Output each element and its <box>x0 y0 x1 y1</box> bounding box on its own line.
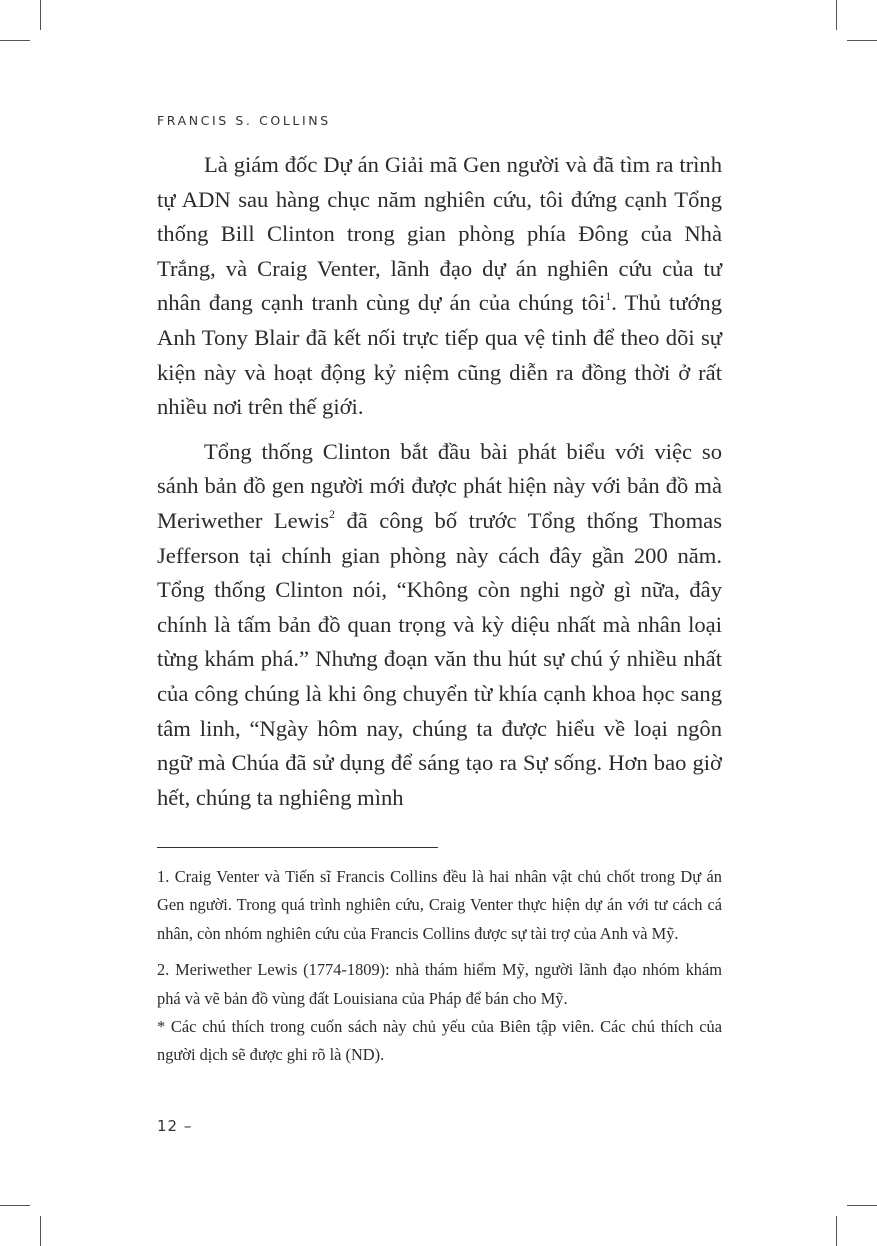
running-head: FRANCIS S. COLLINS <box>157 113 331 128</box>
footnote-ref-1[interactable]: 1 <box>605 289 612 304</box>
crop-mark-bottom-left <box>0 1205 30 1206</box>
crop-mark-top-left-vertical <box>40 0 41 30</box>
footnote-1: 1. Craig Venter và Tiến sĩ Francis Collins đều là hai nhân vật chủ chốt trong Dự án Gen người. Trong quá trình nghiên cứu, Craig Venter thực hiện dự án với tư cách cá nhân, còn nhóm nghiên cứu của Francis Collins được sự tài trợ của Anh và Mỹ. <box>157 867 722 943</box>
crop-mark-top-right <box>847 40 877 41</box>
paragraph-2-text-a: Tổng thống Clinton bắt đầu bài phát biểu với việc so sánh bản đồ gen người mới được phát hiện này với bản đồ mà Meriwether Lewis <box>157 438 722 533</box>
crop-mark-top-left <box>0 40 30 41</box>
crop-mark-bottom-left-vertical <box>40 1216 41 1246</box>
paragraph-2-text-b: đã công bố trước Tổng thống Thomas Jefferson tại chính gian phòng này cách đây gần 200 năm. Tổng thống Clinton nói, “Không còn nghi ngờ gì nữa, đây chính là tấm bản đồ quan trọng và kỳ diệu nhất mà nhân loại từng khám phá.” Nhưng đoạn văn thu hút sự chú ý nhiều nhất của công chúng là khi ông chuyển từ khía cạnh khoa học sang tâm linh, “Ngày hôm nay, chúng ta được hiểu về loại ngôn ngữ mà Chúa đã sử dụng để sáng tạo ra Sự sống. Hơn bao giờ hết, chúng ta nghiêng mình <box>157 507 722 810</box>
page-number: 12 – <box>157 1117 193 1135</box>
editor-note: * Các chú thích trong cuốn sách này chủ yếu của Biên tập viên. Các chú thích của người dịch sẽ được ghi rõ là (ND). <box>157 1017 722 1065</box>
crop-mark-bottom-right-vertical <box>836 1216 837 1246</box>
footnotes <box>157 863 722 1070</box>
paragraph-1 <box>157 148 722 425</box>
paragraph-1-text-b: . Thủ tướng Anh Tony Blair đã kết nối trực tiếp qua vệ tinh để theo dõi sự kiện này và hoạt động kỷ niệm cũng diễn ra đồng thời ở rất nhiều nơi trên thế giới. <box>157 290 722 420</box>
crop-mark-top-right-vertical <box>836 0 837 30</box>
paragraph-2 <box>157 435 722 816</box>
body-text <box>157 148 722 815</box>
paragraph-1-text-a: Là giám đốc Dự án Giải mã Gen người và đã tìm ra trình tự ADN sau hàng chục năm nghiên cứu, tôi đứng cạnh Tổng thống Bill Clinton trong gian phòng phía Đông của Nhà Trắng, và Craig Venter, lãnh đạo dự án nghiên cứu của tư nhân đang cạnh tranh cùng dự án của chúng tôi <box>157 152 722 316</box>
footnote-divider <box>157 847 438 848</box>
crop-mark-bottom-right <box>847 1205 877 1206</box>
footnote-ref-2[interactable]: 2 <box>329 506 336 521</box>
footnote-2: 2. Meriwether Lewis (1774-1809): nhà thám hiểm Mỹ, người lãnh đạo nhóm khám phá và vẽ bản đồ vùng đất Louisiana của Pháp để bán cho Mỹ. <box>157 960 722 1008</box>
